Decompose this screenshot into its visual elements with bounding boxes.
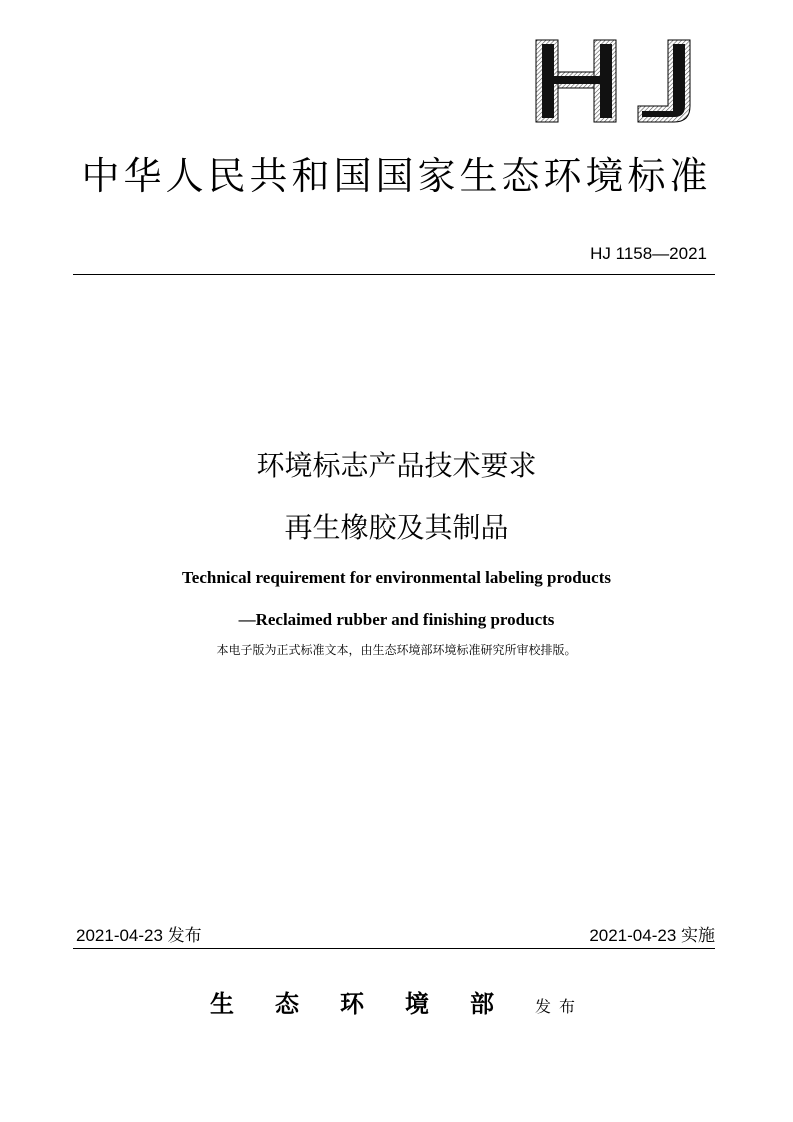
edition-note: 本电子版为正式标准文本，由生态环境部环境标准研究所审校排版。 [216, 643, 577, 657]
divider-bottom [73, 948, 715, 949]
implementation-date: 2021-04-23 实施 [589, 926, 715, 945]
title-cn-line1: 环境标志产品技术要求 [256, 449, 537, 482]
title-cn-line2: 再生橡胶及其制品 [284, 511, 509, 544]
divider-top [73, 274, 715, 275]
standard-number: HJ 1158—2021 [590, 244, 707, 263]
publisher [0, 986, 793, 1025]
logo-letter-h [536, 40, 616, 122]
publisher-suffix: 发布 [534, 997, 583, 1016]
issue-date: 2021-04-23 发布 [76, 926, 202, 945]
logo-letter-j [638, 40, 690, 122]
hj-logo [528, 28, 703, 132]
title-en-line1: Technical requirement for environmental labeling products [182, 568, 611, 587]
title-en-line2: —Reclaimed rubber and finishing products [238, 610, 555, 629]
publisher-name: 生态环境部 [209, 989, 535, 1018]
standard-category: 中华人民共和国国家生态环境标准 [81, 154, 712, 198]
